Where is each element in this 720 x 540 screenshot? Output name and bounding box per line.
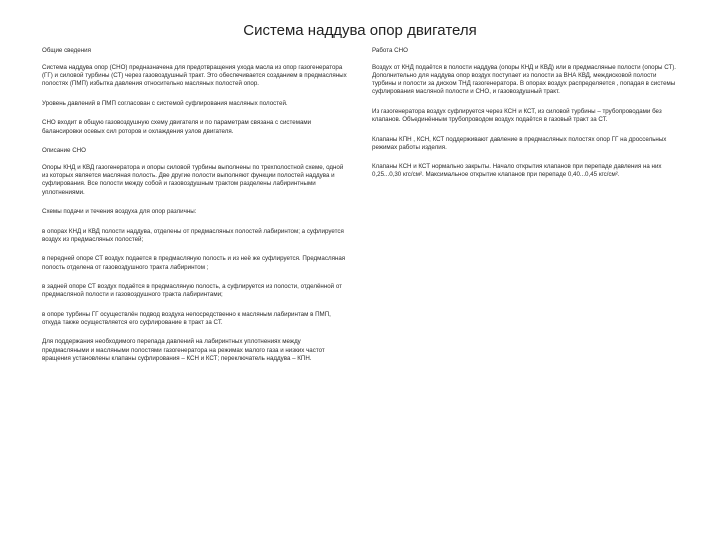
paragraph: Клапаны КПН , КСН, КСТ поддерживают давление в предмасляных полостях опор ГГ на дроссельных режимах работы изделия. (372, 135, 667, 151)
list-item: в передней опоре СТ воздух подается в предмасляную полость и из неё же суфлируется. Предмасляная полость отделена от газовоздушного тракта лабиринтом ; (42, 255, 346, 271)
section-heading-general: Общие сведения (42, 47, 91, 54)
paragraph: Для поддержания необходимого перепада давлений на лабиринтных уплотнениях между предмасляными и масляными полостями газогенератора на режимах малого газа и низких частот вращения установлены клапаны суфлирования – КСН и КСТ; переключатель наддува – КПН. (42, 338, 325, 362)
paragraph: СНО входит в общую газовоздушную схему двигателя и по параметрам связана с системами балансировки осевых сил роторов и охлаждения узлов двигателя. (42, 119, 312, 135)
list-item: в опоре турбины ГГ осуществлён подвод воздуха непосредственно к масляным лабиринтам в ПМП, откуда также осуществляется его суфлирование в тракт за СТ. (42, 310, 331, 326)
paragraph: Уровень давлений в ПМП согласован с системой суфлирования масляных полостей. (42, 99, 288, 107)
right-column (372, 47, 682, 191)
paragraph: Клапаны КСН и КСТ нормально закрыты. Начало открытия клапанов при перепаде давления на них 0,25...0,30 кгс/см². Максимальное открытие клапанов при перепаде 0,40...0,45 кгс/см². (372, 163, 662, 179)
slide-title: Система наддува опор двигателя (243, 22, 477, 39)
list-item: в задней опоре СТ воздух подаётся в предмасляную полость, а суфлируется из полости, отделённой от предмасляной полости и газовоздушного тракта лабиринтами; (42, 283, 342, 299)
paragraph: Система наддува опор (СНО) предназначена для предотвращения ухода масла из опор газогенератора (ГГ) и силовой турбины (СТ) через газовоздушный тракт. Это обеспечивается созданием в предмасляных полостях (ПМП) избытка давления относительно масляных полостей опор. (42, 64, 347, 88)
section-heading-operation: Работа СНО (372, 47, 408, 54)
paragraph: Воздух от КНД подаётся в полости наддува (опоры КНД и КВД) или в предмасляные полости (опоры СТ). Дополнительно для наддува опор воздух поступает из полости за ВНА КВД, междисковой полости турбины и полости за диском ТНД газогенератора. В опорах воздух распределяется , попадая в системы суфлирования масляной полости и СНО, и газовоздушный тракт. (372, 64, 677, 96)
paragraph: Из газогенератора воздух суфлируется через КСН и КСТ, из силовой турбины – трубопроводами без клапанов. Объединённым трубопроводом воздух подаётся в газовый тракт за СТ. (372, 107, 662, 124)
list-item: в опорах КНД и КВД полости наддува, отделены от предмасляных полостей лабиринтом; а суфлируется воздух из предмасляных полостей; (42, 227, 344, 243)
paragraph: Схемы подачи и течения воздуха для опор различны: (42, 208, 197, 216)
left-column (42, 47, 347, 374)
paragraph: Опоры КНД и КВД газогенератора и опоры силовой турбины выполнены по трехполостной схеме, одной из которых является масляная полость. Две другие полости выполняют функции полостей наддува и суфлирования. Все полости между собой и газовоздушным трактом разделены лабиринтными уплотнениями. (42, 164, 344, 196)
section-heading-description: Описание СНО (42, 147, 86, 155)
